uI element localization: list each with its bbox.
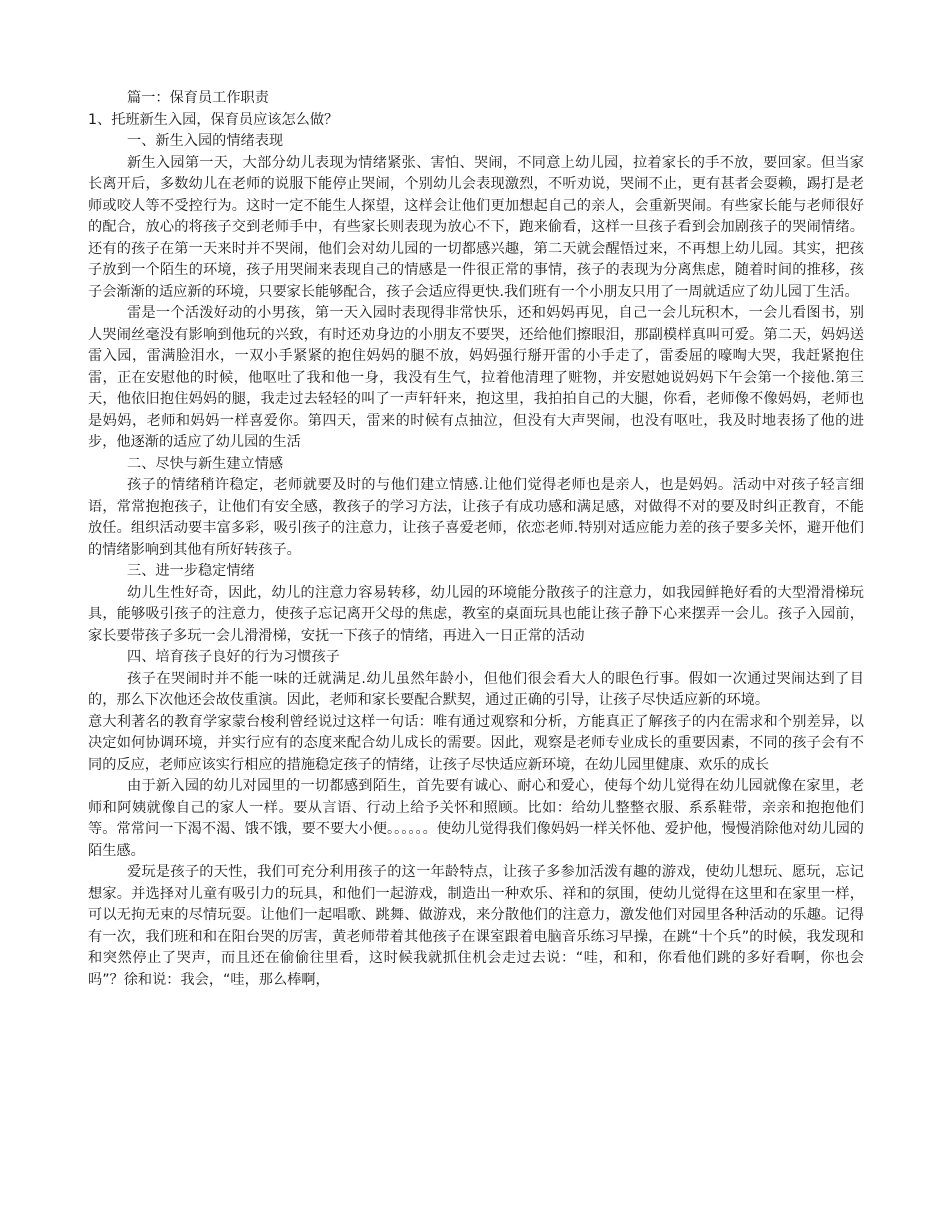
document-title: 篇一：保育员工作职责 <box>127 90 269 106</box>
body-paragraph: 爱玩是孩子的天性，我们可充分利用孩子的这一年龄特点，让孩子多参加活泼有趣的游戏，使幼儿想玩、愿玩，忘记想家。并选择对儿童有吸引力的玩具，和他们一起游戏，制造出一种欢乐、祥和的氛围，使幼儿觉得在这里和在家里一样，可以无拘无束的尽情玩耍。让他们一起唱歌、跳舞、做游戏，来分散他们的注意力，激发他们对园里各种活动的乐趣。记得有一次，我们班和和在阳台哭的厉害，黄老师带着其他孩子在课室跟着电脑音乐练习早操，在跳“十个兵”的时候，我发现和和突然停止了哭声，而且还在偷偷往里看，这时候我就抓住机会走过去说：“哇，和和，你看他们跳的多好看啊，你也会吗”？徐和说：我会，“哇，那么棒啊， <box>88 864 864 988</box>
body-paragraph: 幼儿生性好奇，因此，幼儿的注意力容易转移，幼儿园的环境能分散孩子的注意力，如我园鲜艳好看的大型滑滑梯玩具，能够吸引孩子的注意力，使孩子忘记离开父母的焦虑，教室的桌面玩具也能让孩子静下心来摆弄一会儿。孩子入园前，家长要带孩子多玩一会儿滑滑梯，安抚一下孩子的情绪，再进入一日正常的活动 <box>88 584 864 644</box>
section-heading: 四、培育孩子良好的行为习惯孩子 <box>127 649 340 665</box>
section-heading: 二、尽快与新生建立情感 <box>127 455 284 472</box>
body-paragraph: 孩子的情绪稍许稳定，老师就要及时的与他们建立情感.让他们觉得老师也是亲人，也是妈妈。活动中对孩子轻言细语，常常抱抱孩子，让他们有安全感，教孩子的学习方法，让孩子有成功感和满足感，对做得不对的要及时纠正教育，不能放任。组织活动要丰富多彩，吸引孩子的注意力，让孩子喜爱老师，依恋老师.特别对适应能力差的孩子要多关怀，避开他们的情绪影响到其他有所好转孩子。 <box>88 477 864 558</box>
body-paragraph: 孩子在哭闹时并不能一味的迁就满足.幼儿虽然年龄小，但他们很会看大人的眼色行事。假如一次通过哭闹达到了目的，那么下次他还会故伎重演。因此，老师和家长要配合默契，通过正确的引导，让孩子尽快适应新的环境。 <box>88 670 864 708</box>
quote-paragraph: 意大利著名的教育学家蒙台梭利曾经说过这样一句话：唯有通过观察和分析，方能真正了解孩子的内在需求和个别差异，以决定如何协调环境，并实行应有的态度来配合幼儿成长的需要。因此，观察是老师专业成长的重要因素，不同的孩子会有不同的反应，老师应该实行相应的措施稳定孩子的情绪，让孩子尽快适应新环境，在幼儿园里健康、欢乐的成长 <box>88 713 864 773</box>
body-paragraph: 雷是一个活泼好动的小男孩，第一天入园时表现得非常快乐，还和妈妈再见，自己一会儿玩积木，一会儿看图书，别人哭闹丝毫没有影响到他玩的兴致，有时还劝身边的小朋友不要哭，还给他们擦眼泪，那副模样真叫可爱。第二天，妈妈送雷入园，雷满脸泪水，一双小手紧紧的抱住妈妈的腿不放，妈妈强行掰开雷的小手走了，雷委屈的嚎啕大哭，我赶紧抱住雷，正在安慰他的时候，他呕吐了我和他一身，我没有生气，拉着他清理了赃物，并安慰她说妈妈下午会第一个接他.第三天，他依旧抱住妈妈的腿，我走过去轻轻的叫了一声轩轩来，抱这里，我拍拍自己的大腿，你看，老师像不像妈妈，老师也是妈妈，老师和妈妈一样喜爱你。第四天，雷来的时候有点抽泣，但没有大声哭闹，也没有呕吐，我及时地表扬了他的进步，他逐渐的适应了幼儿园的生活 <box>88 305 864 450</box>
section-heading: 三、进一步稳定情绪 <box>127 563 255 579</box>
question-heading: 1、托班新生入园，保育员应该怎么做？ <box>88 111 339 128</box>
document-page <box>88 88 864 991</box>
section-heading: 一、新生入园的情绪表现 <box>127 133 284 149</box>
body-paragraph: 由于新入园的幼儿对园里的一切都感到陌生，首先要有诚心、耐心和爱心，使每个幼儿觉得在幼儿园就像在家里，老师和阿姨就像自己的家人一样。要从言语、行动上给予关怀和照顾。比如：给幼儿整整衣服、系系鞋带，亲亲和抱抱他们等。常常问一下渴不渴、饿不饿，要不要大小便。。。。。。使幼儿觉得我们像妈妈一样关怀他、爱护他，慢慢消除他对幼儿园的陌生感。 <box>88 778 864 859</box>
body-paragraph: 新生入园第一天，大部分幼儿表现为情绪紧张、害怕、哭闹，不同意上幼儿园，拉着家长的手不放，要回家。但当家长离开后，多数幼儿在老师的说服下能停止哭闹，个别幼儿会表现激烈，不听劝说，哭闹不止，更有甚者会耍赖，踢打是老师或咬人等不受控行为。这时一定不能生人探望，这样会让他们更加想起自己的亲人，会重新哭闹。有些家长能与老师很好的配合，放心的将孩子交到老师手中，有些家长则表现为放心不下，跑来偷看，这样一旦孩子看到会加剧孩子的哭闹情绪。还有的孩子在第一天来时并不哭闹，他们会对幼儿园的一切都感兴趣，第二天就会醒悟过来，不再想上幼儿园。其实，把孩子放到一个陌生的环境，孩子用哭闹来表现自己的情感是一件很正常的事情，孩子的表现为分离焦虑，随着时间的推移，孩子会渐渐的适应新的环境，只要家长能够配合，孩子会适应得更快.我们班有一个小朋友只用了一周就适应了幼儿园丁生活。 <box>88 154 864 300</box>
